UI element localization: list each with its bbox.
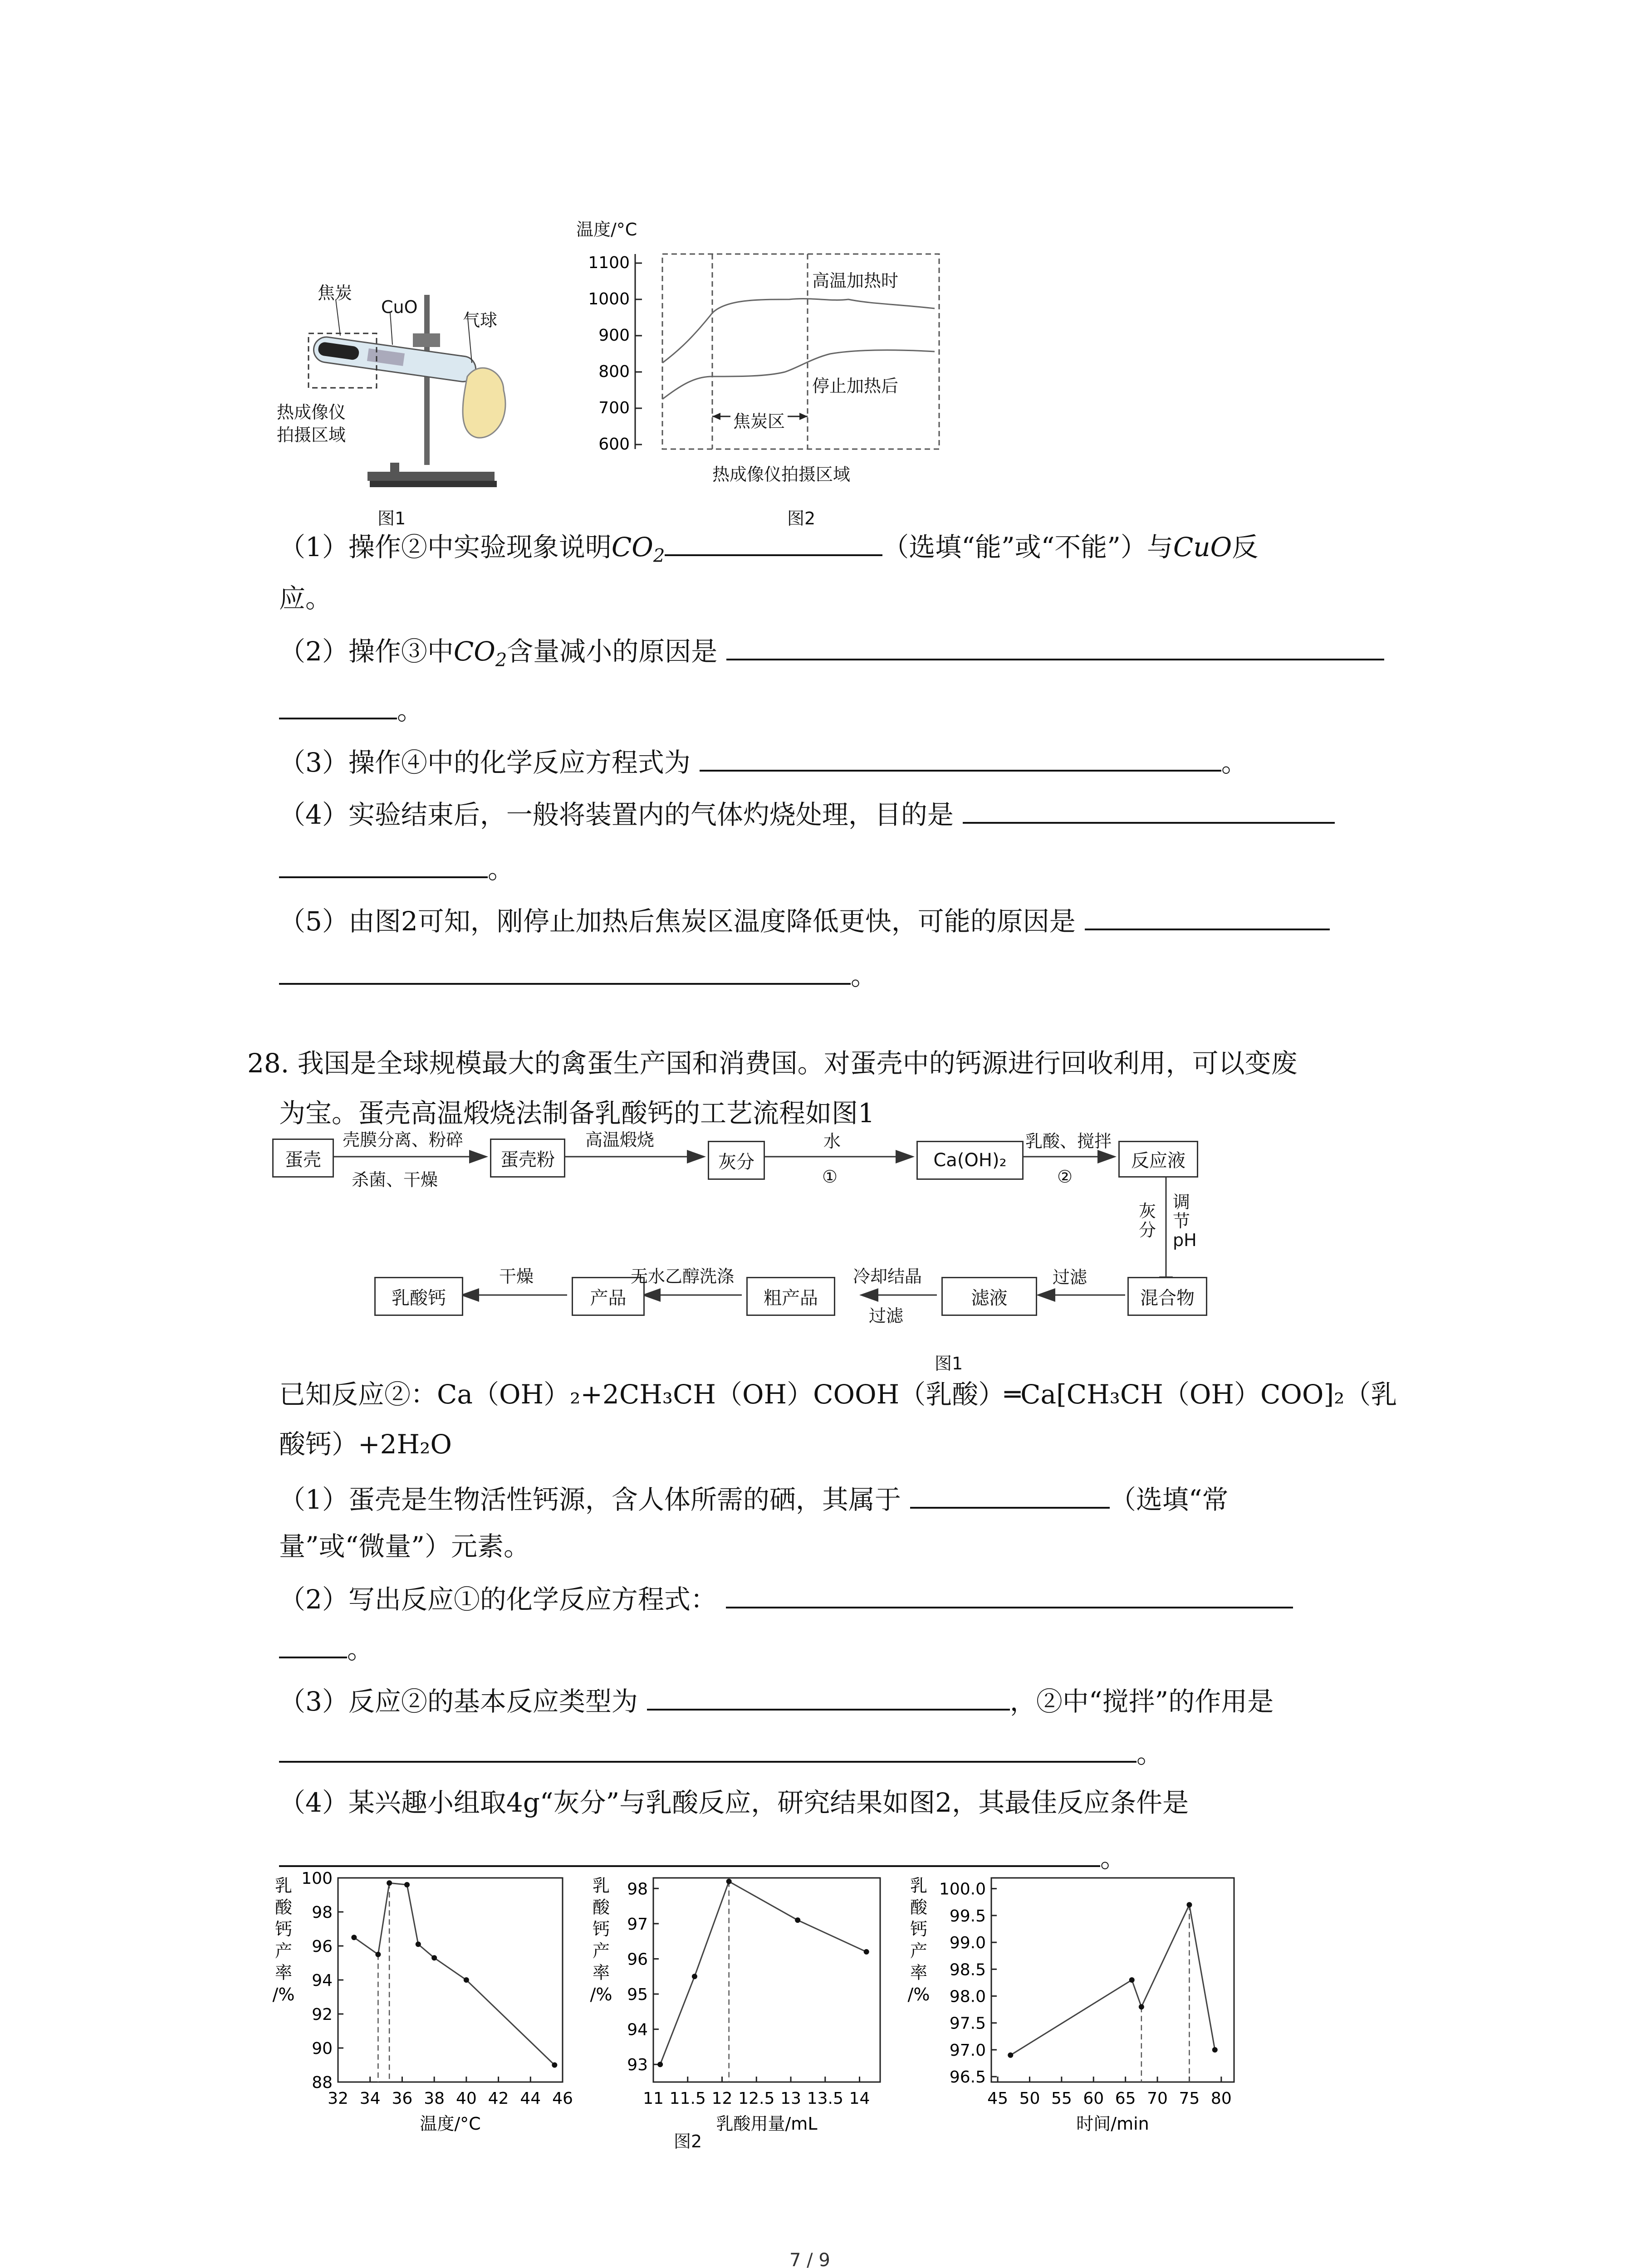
data-point: [351, 1935, 357, 1940]
y-tick-label: 95: [627, 1985, 648, 2004]
x-tick-label: 55: [1051, 2089, 1072, 2108]
y-tick-label: 96: [627, 1950, 648, 1969]
chart-ylabel-char: 酸: [274, 1897, 293, 1917]
box-mixture: 混合物: [1127, 1277, 1207, 1316]
box-crude-product: 粗产品: [746, 1277, 835, 1316]
high-temp-curve: [662, 299, 935, 363]
step1-top: 壳膜分离、粉碎: [343, 1130, 464, 1150]
y-tick-label: 96.5: [949, 2068, 986, 2087]
q27-blank-2a[interactable]: [726, 635, 1384, 660]
figure2-caption-top: 图2: [787, 508, 816, 528]
q27-blank-4a[interactable]: [963, 798, 1335, 824]
thermal-chart-svg: [576, 213, 948, 503]
x-tick-label: 60: [1083, 2089, 1104, 2108]
page-number: 7 / 9: [789, 2250, 830, 2268]
chart-ylabel-char: 钙: [910, 1919, 928, 1939]
chart-ylabel-char: 产: [274, 1941, 293, 1961]
data-point: [726, 1879, 732, 1884]
y-tick-label: 98: [312, 1903, 333, 1922]
q27-s3: （3）操作④中的化学反应方程式为 。: [279, 747, 1248, 778]
step2-label: 高温煅烧: [585, 1130, 655, 1150]
data-point: [387, 1880, 392, 1886]
q28-blank-3a[interactable]: [647, 1685, 1010, 1711]
q28-blank-1[interactable]: [910, 1483, 1110, 1509]
y-tick-label: 98: [627, 1880, 648, 1899]
q27-s1-line1: （1）操作②中实验现象说明$CO_2$ （选填“能”或“不能”）与CuO反: [279, 532, 1259, 567]
q27-s4-line1: （4）实验结束后，一般将装置内的气体灼烧处理，目的是: [279, 798, 1335, 831]
x-tick-label: 34: [359, 2089, 381, 2108]
box-product: 产品: [572, 1277, 645, 1316]
chart-frame: [991, 1878, 1234, 2082]
q27-s1-line2: 应。: [279, 583, 332, 614]
x-tick-label: 75: [1179, 2089, 1200, 2108]
label-cuo: CuO: [381, 297, 418, 317]
box-caoh2: Ca(OH)₂: [916, 1141, 1024, 1180]
q27-blank-1[interactable]: [665, 531, 882, 556]
chart-frame: [338, 1878, 563, 2082]
y-tick-label: 99.5: [949, 1906, 986, 1926]
y-tick-label: 97.0: [949, 2041, 986, 2060]
q27-s2-line2: 。: [279, 694, 423, 727]
y-tick-label: 94: [627, 2020, 648, 2039]
apparatus-figure: [268, 254, 522, 526]
thermal-ylabel: 温度/°C: [576, 220, 637, 240]
q27-s2-line1: （2）操作③中$CO_2$含量减小的原因是: [279, 635, 1384, 671]
flow-caption: 图1: [935, 1354, 963, 1374]
thermal-ytick: 1000: [588, 290, 630, 308]
chart-xlabel: 乳酸用量/mL: [716, 2114, 818, 2134]
x-tick-label: 70: [1147, 2089, 1168, 2108]
q28-blank-3b[interactable]: [279, 1737, 1136, 1763]
data-point: [1008, 2053, 1013, 2058]
chart-ylabel-char: 钙: [592, 1919, 610, 1939]
series-line: [660, 1882, 867, 2064]
y-tick-label: 94: [312, 1971, 333, 1990]
x-tick-label: 12.5: [738, 2089, 775, 2108]
chart-ylabel-char: 率: [910, 1963, 928, 1983]
step3-top: 水: [823, 1131, 841, 1151]
data-point: [404, 1882, 410, 1887]
figure2-caption-bottom: 图2: [674, 2131, 702, 2151]
y-tick-label: 88: [312, 2073, 333, 2092]
x-tick-label: 11: [643, 2089, 664, 2108]
y-tick-label: 99.0: [949, 1934, 986, 1953]
step1-bottom: 杀菌、干燥: [352, 1170, 438, 1190]
x-tick-label: 13: [780, 2089, 801, 2108]
step3-bottom: ①: [822, 1167, 838, 1187]
box-eggshell: 蛋壳: [272, 1139, 334, 1178]
label-balloon: 气球: [463, 310, 498, 330]
step7-top: 冷却结晶: [853, 1266, 922, 1286]
x-tick-label: 80: [1210, 2089, 1232, 2108]
step5-right: 调节pH: [1173, 1192, 1197, 1250]
step8-label: 无水乙醇洗涤: [631, 1266, 735, 1286]
q28-blank-2a[interactable]: [726, 1583, 1293, 1608]
data-point: [464, 1977, 469, 1983]
label-coke: 焦炭: [318, 283, 353, 303]
data-point: [552, 2063, 557, 2068]
x-tick-label: 50: [1019, 2089, 1040, 2108]
apparatus-drawing: [268, 254, 522, 526]
q27-blank-5a[interactable]: [1085, 905, 1330, 930]
thermal-ytick: 600: [598, 435, 630, 454]
chart-ylabel-char: 率: [274, 1963, 293, 1983]
y-tick-label: 98.0: [949, 1987, 986, 2006]
x-tick-label: 42: [488, 2089, 509, 2108]
q28-s3-line1: （3）反应②的基本反应类型为 ，②中“搅拌”的作用是: [279, 1686, 1274, 1717]
x-tick-label: 65: [1115, 2089, 1136, 2108]
thermal-ytick: 700: [598, 399, 630, 417]
q28-s1-line2: 量”或“微量”）元素。: [279, 1531, 530, 1562]
data-point: [431, 1955, 437, 1960]
step9-label: 干燥: [499, 1266, 534, 1286]
q27-blank-5b[interactable]: [279, 959, 851, 985]
x-tick-label: 12: [711, 2089, 733, 2108]
y-tick-label: 97.5: [949, 2014, 986, 2033]
y-tick-label: 96: [312, 1937, 333, 1956]
step7-bottom: 过滤: [869, 1306, 904, 1326]
y-tick-label: 100: [301, 1869, 333, 1888]
q27-s4-line2: 。: [279, 853, 514, 885]
step6-label: 过滤: [1053, 1267, 1087, 1287]
q28-s2-line2: 。: [279, 1633, 373, 1666]
q28-known-line2: 酸钙）+2H₂O: [279, 1429, 452, 1460]
x-tick-label: 46: [552, 2089, 573, 2108]
series-line: [1010, 1905, 1215, 2055]
x-tick-label: 32: [328, 2089, 348, 2108]
q27-s5-line2: 。: [279, 959, 877, 992]
process-flowchart: [272, 1125, 1225, 1379]
q28-blank-2b[interactable]: [279, 1633, 347, 1658]
x-tick-label: 13.5: [807, 2089, 843, 2108]
data-point: [416, 1941, 421, 1947]
label-area-line1: 热成像仪: [277, 402, 346, 422]
y-tick-label: 97: [627, 1915, 648, 1934]
chart-ylabel-char: /%: [590, 1984, 612, 2004]
label-area-line2: 拍摄区域: [277, 425, 346, 445]
thermal-ytick: 900: [598, 326, 630, 345]
coke-zone-label: 焦炭区: [730, 407, 788, 432]
q28-blank-4[interactable]: [279, 1842, 1100, 1867]
thermal-ytick: 1100: [588, 254, 630, 272]
q28-s2-line1: （2）写出反应①的化学反应方程式：: [279, 1583, 1293, 1616]
data-point: [692, 1974, 697, 1979]
step5-left: 灰分: [1139, 1201, 1156, 1240]
y-tick-label: 90: [312, 2039, 333, 2058]
y-tick-label: 98.5: [949, 1960, 986, 1980]
data-point: [795, 1917, 800, 1923]
chart-ylabel-char: 乳: [592, 1876, 610, 1896]
chart-ylabel-char: 率: [592, 1963, 610, 1983]
x-tick-label: 40: [456, 2089, 477, 2108]
chart-ylabel-char: 酸: [910, 1897, 928, 1917]
q28-s4-line2: 。: [279, 1842, 1127, 1874]
q28-s4-line1: （4）某兴趣小组取4g“灰分”与乳酸反应，研究结果如图2，其最佳反应条件是: [279, 1787, 1189, 1818]
data-point: [1186, 1902, 1192, 1907]
q27-blank-4b[interactable]: [279, 853, 488, 878]
box-eggshell-powder: 蛋壳粉: [490, 1139, 565, 1178]
chart-ylabel-char: 酸: [592, 1897, 610, 1917]
x-tick-label: 44: [520, 2089, 541, 2108]
q27-s5-line1: （5）由图2可知，刚停止加热后焦炭区温度降低更快，可能的原因是: [279, 905, 1330, 938]
box-filtrate: 滤液: [941, 1277, 1037, 1316]
q28-s3-line2: 。: [279, 1737, 1163, 1770]
q27-blank-3[interactable]: [700, 746, 1221, 772]
chart-ylabel-char: 钙: [274, 1919, 293, 1939]
step4-bottom: ②: [1057, 1167, 1073, 1187]
data-point: [375, 1952, 381, 1957]
chart-ylabel-char: 产: [910, 1941, 928, 1961]
legend-stop-heating: 停止加热后: [812, 372, 898, 397]
q28-s1-line1: （1）蛋壳是生物活性钙源，含人体所需的硒，其属于 （选填“常: [279, 1484, 1229, 1515]
yield-charts: [272, 1869, 1248, 2159]
x-tick-label: 45: [987, 2089, 1008, 2108]
y-tick-label: 92: [312, 2005, 333, 2024]
series-line: [354, 1883, 554, 2065]
x-tick-label: 14: [849, 2089, 870, 2108]
data-point: [1129, 1977, 1135, 1983]
step4-top: 乳酸、搅拌: [1025, 1131, 1112, 1151]
chart-ylabel-char: 乳: [274, 1876, 293, 1896]
q28-stem-line2: 为宝。蛋壳高温煅烧法制备乳酸钙的工艺流程如图1: [279, 1098, 875, 1129]
y-tick-label: 100.0: [939, 1880, 986, 1899]
x-tick-label: 36: [392, 2089, 413, 2108]
data-point: [657, 2062, 663, 2067]
x-tick-label: 38: [424, 2089, 445, 2108]
chart-ylabel-char: 乳: [910, 1876, 928, 1896]
q28-known-line1: 已知反应②：Ca（OH）₂+2CH₃CH（OH）COOH（乳酸）═Ca[CH₃CH（OH）COO]₂（乳: [279, 1379, 1397, 1410]
data-point: [1212, 2047, 1218, 2053]
chart-ylabel-char: 产: [592, 1941, 610, 1961]
data-point: [1139, 2004, 1144, 2009]
chart-xlabel: 温度/°C: [420, 2114, 481, 2134]
data-point: [864, 1949, 869, 1955]
y-tick-label: 93: [627, 2056, 648, 2075]
q28-stem-line1: 28. 我国是全球规模最大的禽蛋生产国和消费国。对蛋壳中的钙源进行回收利用，可以变废: [247, 1048, 1298, 1079]
figure1-caption: 图1: [377, 508, 406, 528]
chart-ylabel-char: /%: [272, 1984, 295, 2004]
chart-frame: [653, 1878, 880, 2082]
box-reaction-liquid: 反应液: [1118, 1141, 1198, 1178]
thermal-xlabel: 热成像仪拍摄区域: [712, 464, 851, 484]
box-calcium-lactate: 乳酸钙: [374, 1277, 463, 1316]
thermal-chart: [576, 213, 948, 503]
chart-ylabel-char: /%: [907, 1984, 930, 2004]
box-ash: 灰分: [708, 1141, 765, 1180]
thermal-ytick: 800: [598, 362, 630, 381]
legend-high-temp: 高温加热时: [812, 267, 898, 292]
chart-xlabel: 时间/min: [1076, 2114, 1149, 2134]
q27-blank-2b[interactable]: [279, 694, 397, 719]
x-tick-label: 11.5: [669, 2089, 706, 2108]
